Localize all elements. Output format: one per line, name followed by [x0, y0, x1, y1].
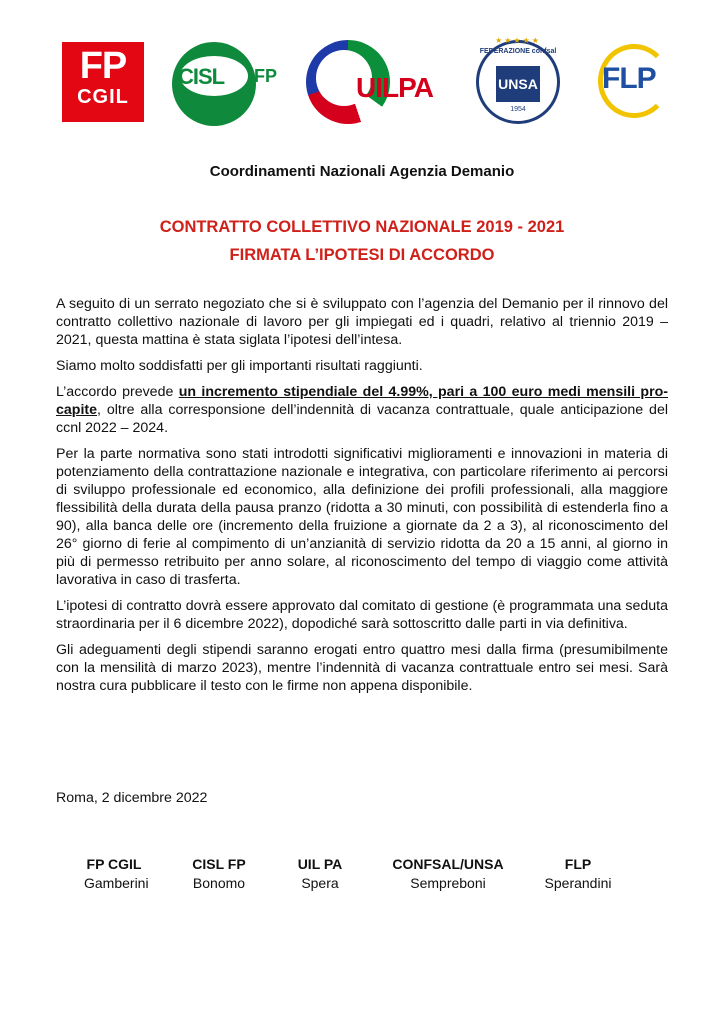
paragraph-4: Per la parte normativa sono stati introdotti significativi miglioramenti e innovazioni in materia di potenziamento della contrattazione nazionale e integrativa, con particolare riferimento ai percorsi di sviluppo professionale ed economico, alla definizione dei profili professionali, alla maggiore flessibilità della durata della pausa pranzo (ridotta a 30 minuti, con possibilità di estenderla fino a 90), alla banca delle ore (incremento della fruizione a giornate da 2 a 3), al riconoscimento del 26° giorno di ferie al compimento di un’anzianità di servizio ridotta da 20 a 15 anni, al giorno in più di permesso retribuito per anno solare, al riconoscimento del tempo di viaggio come attività lavorativa in caso di trasferta.: [56, 446, 668, 588]
uilpa-logo-text: UILPA: [356, 72, 433, 103]
fp-cgil-logo-text-1: FP: [79, 45, 127, 87]
paragraph-1: A seguito di un serrato negoziato che si è sviluppato con l’agenzia del Demanio per il rinnovo del contratto collettivo nazionale di lavoro per gli impiegati ed i quadri, relativo al triennio 2019 – 2021, questa mattina è stata siglata l’ipotesi dell’intesa.: [56, 296, 668, 348]
paragraph-3-intro: L’accordo prevede: [56, 384, 179, 400]
unsa-logo-year: 1954: [510, 106, 526, 113]
signature-name: Gamberini: [84, 875, 149, 891]
unsa-logo-stars: ★★★★★: [495, 36, 541, 45]
uilpa-logo: [302, 36, 442, 128]
signature-org: UIL PA: [297, 856, 343, 872]
paragraph-3: [56, 383, 668, 437]
salary-increase-highlight: un incremento stipendiale del 4.99%, pari a 100 euro medi mensili pro-capite: [56, 384, 668, 418]
signature-flp: [538, 855, 618, 893]
unsa-logo: [476, 36, 560, 128]
paragraph-2: Siamo molto soddisfatti per gli importanti risultati raggiunti.: [56, 358, 423, 374]
cisl-fp-logo: [172, 42, 282, 126]
signature-org: CONFSAL/UNSA: [392, 856, 504, 872]
coordinamenti-heading: Coordinamenti Nazionali Agenzia Demanio: [209, 163, 515, 180]
document-title-line-2: FIRMATA L’IPOTESI DI ACCORDO: [229, 246, 495, 264]
document-date: Roma, 2 dicembre 2022: [56, 790, 208, 806]
unsa-logo-top-text: FEDERAZIONE confsal: [479, 48, 557, 55]
signature-name: Bonomo: [192, 875, 246, 891]
signature-org: CISL FP: [192, 856, 246, 872]
signature-org: FP CGIL: [86, 856, 142, 872]
signature-uil-pa: [288, 855, 352, 893]
flp-logo: [596, 42, 672, 122]
signature-confsal-unsa: [386, 855, 510, 893]
unsa-logo-text: UNSA: [496, 66, 540, 102]
flp-logo-text: FLP: [602, 62, 656, 95]
signatures: [56, 855, 668, 895]
paragraph-6: Gli adeguamenti degli stipendi saranno erogati entro quattro mesi dalla firma (presumibilmente con la mensilità di marzo 2023), mentre l’indennità di vacanza contrattuale entro sei mesi. Sarà nostra cura pubblicare il testo con le firme non appena disponibile.: [56, 642, 668, 694]
cisl-logo-text: CISL: [178, 64, 225, 89]
logo-bar: [56, 36, 676, 126]
signature-org: FLP: [564, 856, 592, 872]
signature-cisl-fp: [184, 855, 254, 893]
signature-fp-cgil: [84, 855, 149, 893]
fp-cgil-logo-text-2: CGIL: [77, 86, 129, 108]
signature-name: Sperandini: [544, 875, 612, 891]
fp-cgil-logo: [62, 42, 144, 122]
signature-name: Spera: [301, 875, 339, 891]
paragraph-3-rest: , oltre alla corresponsione dell’indennità di vacanza contrattuale, quale anticipazione del ccnl 2022 – 2024.: [56, 402, 668, 436]
paragraph-5: L’ipotesi di contratto dovrà essere approvato dal comitato di gestione (è programmata una seduta straordinaria per il 6 dicembre 2022), dopodiché sarà sottoscritto dalle parti in via definitiva.: [56, 598, 668, 632]
cisl-logo-suffix: FP: [254, 66, 278, 86]
document-body: [56, 295, 668, 703]
document-title-line-1: CONTRATTO COLLETTIVO NAZIONALE 2019 - 2021: [159, 218, 565, 236]
signature-name: Sempreboni: [410, 875, 486, 891]
